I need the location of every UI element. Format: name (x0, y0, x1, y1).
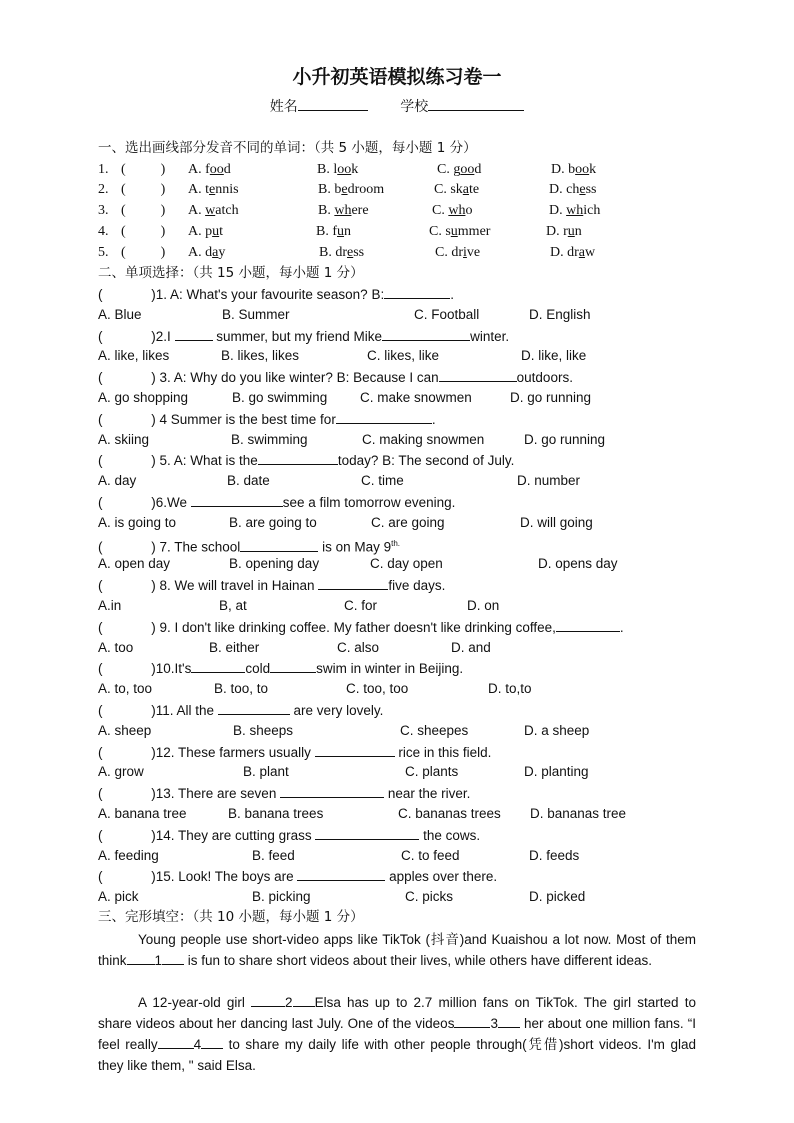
option-a[interactable]: A. is going to (98, 515, 177, 530)
answer-blank[interactable] (315, 743, 395, 757)
option-a[interactable]: A. pick (98, 889, 139, 904)
option-c[interactable]: C. also (337, 640, 380, 655)
answer-blank[interactable] (258, 451, 338, 465)
option-c[interactable]: C. making snowmen (362, 432, 485, 447)
option-a: A. day (188, 245, 226, 260)
option-c: C. summer (429, 224, 491, 239)
cloze-blank[interactable] (158, 1035, 194, 1049)
cloze-paragraph-2: A 12-year-old girl 2 Elsa has up to 2.7 million fans on TikTok. The girl started to share videos about her dancing last July. One of the videos 3 her about one million fans. “I feel really 4 to share my daily life with other people through(凭借)short videos. I'm glad they like them, " said Elsa. (98, 995, 696, 1073)
answer-blank[interactable] (270, 659, 316, 673)
section3-heading: 三、完形填空：（共 10 小题，每小题 1 分） (98, 909, 364, 925)
option-a[interactable]: A. go shopping (98, 390, 189, 405)
cloze-blank[interactable] (454, 1014, 490, 1028)
question-2: ( )2.I summer, but my friend Mike winter. (98, 329, 510, 344)
answer-paren[interactable]: ( ) (121, 224, 166, 239)
option-a[interactable]: A. day (98, 473, 137, 488)
option-a: A. tennis (188, 182, 239, 197)
question-3: ( ) 3. A: Why do you like winter? B: Because I can outdoors. (98, 370, 573, 385)
row-number: 2. (98, 182, 109, 197)
question-4: ( ) 4 Summer is the best time for . (98, 412, 436, 427)
option-b[interactable]: B. banana trees (228, 806, 324, 821)
option-d[interactable]: D. go running (524, 432, 606, 447)
question-11: ( )11. All the are very lovely. (98, 703, 384, 718)
option-d[interactable]: D. English (529, 307, 591, 322)
question-5: ( ) 5. A: What is the today? B: The second of July. (98, 453, 515, 468)
cloze-blank[interactable] (162, 951, 184, 965)
option-b[interactable]: B. go swimming (232, 390, 328, 405)
option-c[interactable]: C. too, too (346, 681, 409, 696)
option-a[interactable]: A. like, likes (98, 348, 170, 363)
cloze-number: 4 (193, 1037, 202, 1052)
option-d: D. chess (549, 182, 597, 197)
option-b[interactable]: B. feed (252, 848, 295, 863)
option-d[interactable]: D. will going (520, 515, 593, 530)
option-a[interactable]: A. to, too (98, 681, 153, 696)
option-b[interactable]: B. picking (252, 889, 311, 904)
answer-blank[interactable] (191, 493, 283, 507)
option-d[interactable]: D. a sheep (524, 723, 590, 738)
question-9: ( ) 9. I don't like drinking coffee. My father doesn't like drinking coffee, . (98, 620, 624, 635)
option-b[interactable]: B. swimming (231, 432, 308, 447)
cloze-blank[interactable] (251, 993, 285, 1007)
answer-blank[interactable] (315, 826, 419, 840)
option-b[interactable]: B, at (219, 598, 247, 613)
option-a[interactable]: A. open day (98, 556, 171, 571)
option-d: D. which (549, 203, 601, 218)
answer-paren[interactable]: ( ) (121, 162, 166, 177)
answer-paren[interactable]: ( ) (121, 245, 166, 260)
option-d[interactable]: D. bananas tree (530, 806, 627, 821)
answer-blank[interactable] (297, 867, 385, 881)
option-c[interactable]: C. bananas trees (398, 806, 501, 821)
cloze-blank[interactable] (201, 1035, 223, 1049)
option-c: C. good (437, 162, 482, 177)
student-info-line (0, 96, 794, 116)
option-c[interactable]: C. likes, like (367, 348, 440, 363)
option-d: D. run (546, 224, 582, 239)
answer-blank[interactable] (280, 784, 384, 798)
option-b[interactable]: B. too, to (214, 681, 269, 696)
option-d[interactable]: D. to,to (488, 681, 532, 696)
option-d[interactable]: D. like, like (521, 348, 587, 363)
option-b: B. bedroom (318, 182, 385, 197)
option-c[interactable]: C. plants (405, 764, 459, 779)
option-b[interactable]: B. likes, likes (221, 348, 300, 363)
option-c[interactable]: C. are going (371, 515, 445, 530)
question-14: ( )14. They are cutting grass the cows. (98, 828, 481, 843)
option-a: A. food (188, 162, 231, 177)
option-d[interactable]: D. and (451, 640, 491, 655)
option-a[interactable]: A. grow (98, 764, 144, 779)
cloze-blank[interactable] (127, 951, 155, 965)
question-12: ( )12. These farmers usually rice in this field. (98, 745, 492, 760)
option-b[interactable]: B. opening day (229, 556, 320, 571)
option-a[interactable]: A. Blue (98, 307, 142, 322)
option-d[interactable]: D. feeds (529, 848, 580, 863)
option-a: A. watch (188, 203, 239, 218)
option-a[interactable]: A.in (98, 598, 122, 613)
answer-blank[interactable] (384, 285, 450, 299)
question-6: ( )6.We see a film tomorrow evening. (98, 495, 456, 510)
option-c[interactable]: C. time (361, 473, 404, 488)
option-a[interactable]: A. feeding (98, 848, 159, 863)
answer-blank[interactable] (240, 538, 318, 552)
option-a[interactable]: A. banana tree (98, 806, 187, 821)
row-number: 1. (98, 162, 109, 177)
option-b: B. fun (316, 224, 352, 239)
option-b[interactable]: B. plant (243, 764, 289, 779)
option-b: B. where (318, 203, 369, 218)
option-a[interactable]: A. skiing (98, 432, 150, 447)
option-d[interactable]: D. opens day (538, 556, 618, 571)
option-d[interactable]: D. on (467, 598, 500, 613)
option-b[interactable]: B. either (209, 640, 260, 655)
question-1: ( )1. A: What's your favourite season? B: . (98, 287, 454, 302)
option-a[interactable]: A. sheep (98, 723, 152, 738)
option-d: D. book (551, 162, 597, 177)
option-b[interactable]: B. Summer (222, 307, 290, 322)
row-number: 3. (98, 203, 109, 218)
option-c[interactable]: C. picks (405, 889, 454, 904)
option-d[interactable]: D. number (517, 473, 581, 488)
question-10: ( )10.It's cold swim in winter in Beijing. (98, 661, 464, 676)
answer-blank[interactable] (175, 327, 213, 341)
option-d: D. draw (550, 245, 596, 260)
cloze-number: 1 (154, 953, 163, 968)
option-b[interactable]: B. sheeps (233, 723, 294, 738)
option-c[interactable]: C. sheepes (400, 723, 469, 738)
name-blank[interactable] (298, 96, 368, 111)
cloze-number: 3 (490, 1016, 498, 1031)
question-7: ( ) 7. The school is on May $9^{th.}$ (98, 539, 400, 555)
cloze-paragraph-1: Young people use short-video apps like TikTok (抖音)and Kuaishou a lot now. Most of them think 1 is fun to share short videos about their lives, while others have different ideas. (98, 932, 696, 968)
school-label: 学校 (400, 99, 429, 115)
option-c: C. who (432, 203, 473, 218)
option-a: A. put (188, 224, 224, 239)
option-c: C. skate (434, 182, 480, 197)
option-b[interactable]: B. are going to (229, 515, 317, 530)
answer-paren[interactable]: ( ) (121, 203, 166, 218)
row-number: 5. (98, 245, 109, 260)
cloze-number: 2 (285, 995, 293, 1010)
option-b: B. look (317, 162, 359, 177)
option-c[interactable]: C. make snowmen (360, 390, 472, 405)
answer-blank[interactable] (218, 701, 290, 715)
answer-paren[interactable]: ( ) (121, 182, 166, 197)
cloze-blank[interactable] (498, 1014, 520, 1028)
answer-blank[interactable] (336, 410, 432, 424)
page-title: 小升初英语模拟练习卷一 (292, 66, 502, 88)
section2-heading: 二、单项选择：（共 15 小题，每小题 1 分） (98, 265, 364, 281)
section1-heading: 一、选出画线部分发音不同的单词：（共 5 小题，每小题 1 分） (98, 140, 477, 156)
answer-blank[interactable] (191, 659, 245, 673)
answer-blank[interactable] (382, 327, 470, 341)
option-c[interactable]: C. to feed (401, 848, 460, 863)
question-13: ( )13. There are seven near the river. (98, 786, 471, 801)
question-8: ( ) 8. We will travel in Hainan five days. (98, 578, 446, 593)
option-a[interactable]: A. too (98, 640, 134, 655)
option-b: B. dress (319, 245, 365, 260)
answer-blank[interactable] (318, 576, 388, 590)
name-label: 姓名 (269, 99, 298, 115)
answer-blank[interactable] (556, 618, 620, 632)
option-c[interactable]: C. for (344, 598, 378, 613)
option-c[interactable]: C. Football (414, 307, 480, 322)
option-c: C. drive (435, 245, 481, 260)
question-15: ( )15. Look! The boys are apples over there. (98, 869, 498, 884)
cloze-blank[interactable] (293, 993, 315, 1007)
row-number: 4. (98, 224, 109, 239)
option-d[interactable]: D. planting (524, 764, 589, 779)
option-d[interactable]: D. go running (510, 390, 592, 405)
answer-blank[interactable] (439, 368, 517, 382)
school-blank[interactable] (428, 96, 524, 111)
option-b[interactable]: B. date (227, 473, 270, 488)
option-d[interactable]: D. picked (529, 889, 586, 904)
option-c[interactable]: C. day open (370, 556, 443, 571)
